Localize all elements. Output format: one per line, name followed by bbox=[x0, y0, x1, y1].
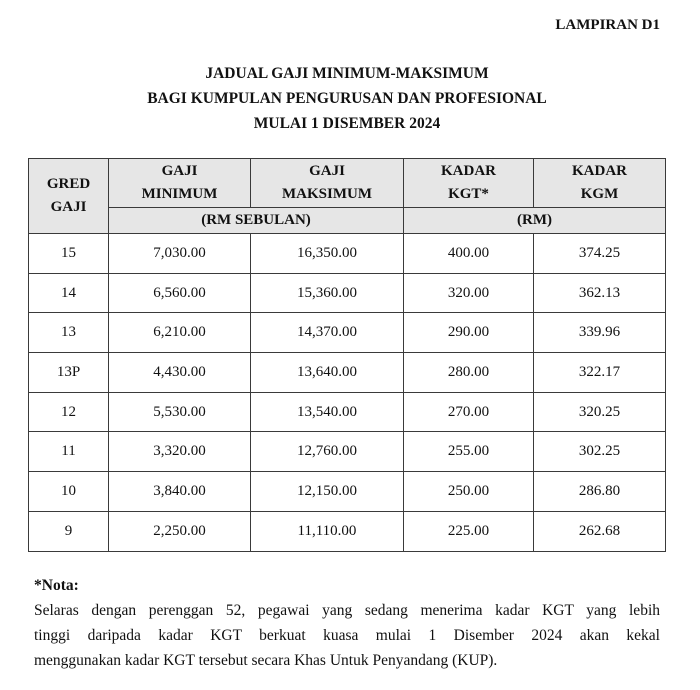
cell-kadar-kgm: 362.13 bbox=[534, 273, 666, 313]
cell-kadar-kgt: 290.00 bbox=[404, 313, 534, 353]
document-title bbox=[0, 61, 694, 136]
table-row bbox=[29, 313, 666, 353]
cell-gaji-maksimum: 12,150.00 bbox=[251, 472, 404, 512]
cell-gred: 10 bbox=[29, 472, 109, 512]
note-line-2: tinggi daripada kadar KGT berkuat kuasa mulai 1 Disember 2024 akan kekal bbox=[34, 627, 660, 644]
header-kadar-kgm bbox=[534, 159, 666, 208]
cell-gred: 13 bbox=[29, 313, 109, 353]
cell-gaji-minimum: 3,320.00 bbox=[109, 432, 251, 472]
cell-gaji-maksimum: 14,370.00 bbox=[251, 313, 404, 353]
cell-kadar-kgm: 262.68 bbox=[534, 511, 666, 551]
note-line-1: Selaras dengan perenggan 52, pegawai yang sedang menerima kadar KGT yang lebih bbox=[34, 602, 660, 619]
cell-gaji-minimum: 6,210.00 bbox=[109, 313, 251, 353]
header-kadar-kgm-line-2: KGM bbox=[580, 186, 619, 202]
cell-gaji-minimum: 7,030.00 bbox=[109, 234, 251, 274]
title-line-3: MULAI 1 DISEMBER 2024 bbox=[253, 115, 441, 132]
table-row bbox=[29, 234, 666, 274]
title-line-1: JADUAL GAJI MINIMUM-MAKSIMUM bbox=[205, 65, 489, 82]
cell-kadar-kgm: 339.96 bbox=[534, 313, 666, 353]
note-section bbox=[34, 573, 660, 673]
cell-kadar-kgt: 225.00 bbox=[404, 511, 534, 551]
header-gaji-minimum-line-2: MINIMUM bbox=[141, 186, 218, 202]
header-row bbox=[29, 159, 666, 208]
cell-gaji-minimum: 3,840.00 bbox=[109, 472, 251, 512]
cell-gaji-maksimum: 15,360.00 bbox=[251, 273, 404, 313]
header-kadar-kgt-line-1: KADAR bbox=[441, 163, 496, 179]
cell-gred: 13P bbox=[29, 353, 109, 393]
header-gred-gaji bbox=[29, 159, 109, 234]
note-line-3: menggunakan kadar KGT tersebut secara Khas Untuk Penyandang (KUP). bbox=[34, 652, 498, 669]
table-row bbox=[29, 273, 666, 313]
note-title: *Nota: bbox=[34, 577, 79, 594]
cell-gred: 9 bbox=[29, 511, 109, 551]
cell-gred: 14 bbox=[29, 273, 109, 313]
cell-gaji-maksimum: 11,110.00 bbox=[251, 511, 404, 551]
header-kadar-kgt bbox=[404, 159, 534, 208]
header-unit-gaji: (RM SEBULAN) bbox=[109, 208, 404, 234]
cell-gaji-maksimum: 13,640.00 bbox=[251, 353, 404, 393]
cell-kadar-kgm: 320.25 bbox=[534, 392, 666, 432]
annex-label: LAMPIRAN D1 bbox=[555, 17, 660, 33]
cell-kadar-kgm: 374.25 bbox=[534, 234, 666, 274]
cell-kadar-kgm: 322.17 bbox=[534, 353, 666, 393]
cell-gred: 15 bbox=[29, 234, 109, 274]
cell-kadar-kgt: 255.00 bbox=[404, 432, 534, 472]
header-gred-line-1: GRED bbox=[46, 176, 91, 192]
cell-kadar-kgt: 320.00 bbox=[404, 273, 534, 313]
cell-kadar-kgt: 280.00 bbox=[404, 353, 534, 393]
header-unit-row bbox=[29, 208, 666, 234]
cell-gaji-minimum: 2,250.00 bbox=[109, 511, 251, 551]
header-gred-line-2: GAJI bbox=[50, 199, 87, 215]
cell-gred: 11 bbox=[29, 432, 109, 472]
cell-kadar-kgm: 302.25 bbox=[534, 432, 666, 472]
header-gaji-maksimum-line-2: MAKSIMUM bbox=[282, 186, 372, 202]
header-gaji-minimum-line-1: GAJI bbox=[161, 163, 198, 179]
salary-table-header bbox=[29, 159, 666, 234]
title-line-2: BAGI KUMPULAN PENGURUSAN DAN PROFESIONAL bbox=[147, 90, 547, 107]
table-row bbox=[29, 511, 666, 551]
cell-kadar-kgt: 400.00 bbox=[404, 234, 534, 274]
cell-gaji-minimum: 6,560.00 bbox=[109, 273, 251, 313]
table-row bbox=[29, 353, 666, 393]
header-kadar-kgt-line-2: KGT* bbox=[448, 186, 489, 202]
cell-gaji-maksimum: 12,760.00 bbox=[251, 432, 404, 472]
cell-gred: 12 bbox=[29, 392, 109, 432]
table-row bbox=[29, 432, 666, 472]
table-row bbox=[29, 392, 666, 432]
cell-gaji-minimum: 4,430.00 bbox=[109, 353, 251, 393]
header-gaji-minimum bbox=[109, 159, 251, 208]
header-unit-kadar: (RM) bbox=[404, 208, 666, 234]
cell-kadar-kgt: 250.00 bbox=[404, 472, 534, 512]
cell-kadar-kgm: 286.80 bbox=[534, 472, 666, 512]
salary-table bbox=[28, 158, 666, 552]
header-gaji-maksimum-line-1: GAJI bbox=[309, 163, 345, 179]
header-gaji-maksimum bbox=[251, 159, 404, 208]
cell-kadar-kgt: 270.00 bbox=[404, 392, 534, 432]
cell-gaji-minimum: 5,530.00 bbox=[109, 392, 251, 432]
cell-gaji-maksimum: 13,540.00 bbox=[251, 392, 404, 432]
salary-table-body bbox=[29, 234, 666, 552]
header-kadar-kgm-line-1: KADAR bbox=[572, 163, 627, 179]
cell-gaji-maksimum: 16,350.00 bbox=[251, 234, 404, 274]
table-row bbox=[29, 472, 666, 512]
